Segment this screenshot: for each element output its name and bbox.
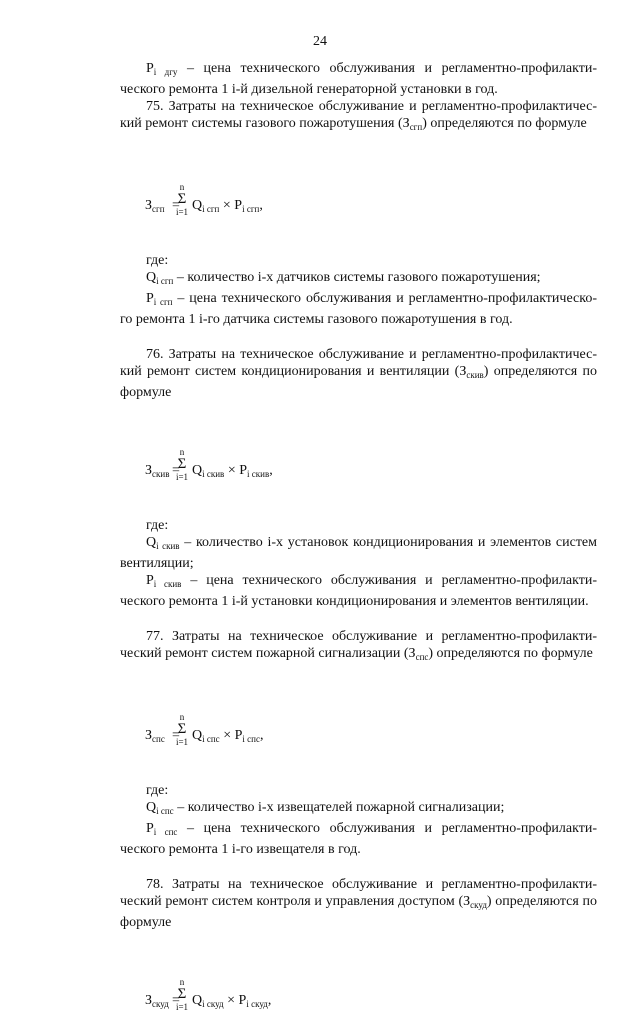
s77-q-definition: $Q_{i спс}$ – количество i-х извещателей пожарной сигнализации; [146, 800, 505, 816]
sum-symbol: n Σ i=1 [175, 977, 189, 1012]
where-label: где: [146, 783, 169, 798]
formula-76 [145, 441, 597, 499]
formula-eq: = [172, 728, 180, 743]
intro-text: 75. Затраты на техническое обслуживание и регламентно-профилактичес-кий ремонт системы газового пожаротушения (З [120, 99, 597, 131]
formula-lhs: $З_{скуд}$ [145, 993, 169, 1009]
formula-lhs: $З_{скив}$ [145, 463, 170, 479]
sum-symbol: n Σ i=1 [175, 447, 189, 482]
where-label: где: [146, 518, 169, 533]
definition-text: – цена технического обслуживания и регламентно-профилакти-ческого ремонта 1 i-й дизельной генераторной установки в год. [120, 61, 597, 97]
symbol-p: P [146, 61, 154, 76]
formula-rhs: $Q_{i спс} \times P_{i спс}$, [192, 728, 264, 744]
formula-eq: = [172, 198, 180, 213]
symbol-sub: i дгу [153, 67, 178, 77]
section-75-intro [120, 98, 597, 136]
s76-p-definition: $P_{i скив}$ – цена технического обслуживания и регламентно-профилакти-ческого ремонта 1 i-й установки кондиционирования и элементов вентиляции. [120, 573, 598, 609]
formula-eq: = [172, 463, 180, 478]
formula-lhs: $З_{сгп}$ [145, 198, 165, 214]
intro-end: ) определяются по формуле [422, 116, 587, 131]
intro-sub: сгп [409, 122, 423, 132]
s76-q-definition: $Q_{i скив}$ – количество i-х установок кондиционирования и элементов систем вентиляции; [120, 535, 598, 571]
where-label: где: [146, 253, 169, 268]
s77-p-definition: $P_{i спс}$ – цена технического обслуживания и регламентно-профилакти-ческого ремонта 1 i-го извещателя в год. [120, 821, 597, 857]
formula-75 [145, 176, 597, 234]
document-body [120, 60, 597, 1029]
formula-eq: = [172, 993, 180, 1008]
formula-rhs: $Q_{i сгп} \times P_{i сгп}$, [192, 198, 263, 214]
sum-symbol: n Σ i=1 [175, 182, 189, 217]
formula-rhs: $Q_{i скуд} \times P_{i скуд}$, [192, 993, 272, 1009]
sum-symbol: n Σ i=1 [175, 712, 189, 747]
p-dgu-definition [120, 60, 597, 98]
s75-q-definition: $Q_{i сгп}$ – количество i-х датчиков системы газового пожаротушения; [146, 270, 541, 286]
formula-rhs: $Q_{i скив} \times P_{i скив}$, [192, 463, 273, 479]
section-76-intro: 76. Затраты на техническое обслуживание и регламентно-профилактичес-кий ремонт систем кондиционирования и вентиляции $(З_{скив})$ определяются по формуле [120, 347, 597, 400]
formula-77 [145, 706, 597, 764]
section-77-intro: 77. Затраты на техническое обслуживание и регламентно-профилакти-ческий ремонт систем пожарной сигнализации $(З_{спс})$ определяются по формуле [120, 629, 597, 662]
section-78-intro: 78. Затраты на техническое обслуживание и регламентно-профилакти-ческий ремонт систем контроля и управления доступом $(З_{скуд})$ определяются по формуле [120, 877, 598, 930]
s75-p-definition: $P_{i сгп}$ – цена технического обслуживания и регламентно-профилактическо-го ремонта 1 i-го датчика системы газового пожаротушения в год. [120, 291, 597, 327]
formula-lhs: $З_{спс}$ [145, 728, 165, 744]
formula-78 [145, 971, 597, 1029]
page-number: 24 [313, 34, 327, 49]
